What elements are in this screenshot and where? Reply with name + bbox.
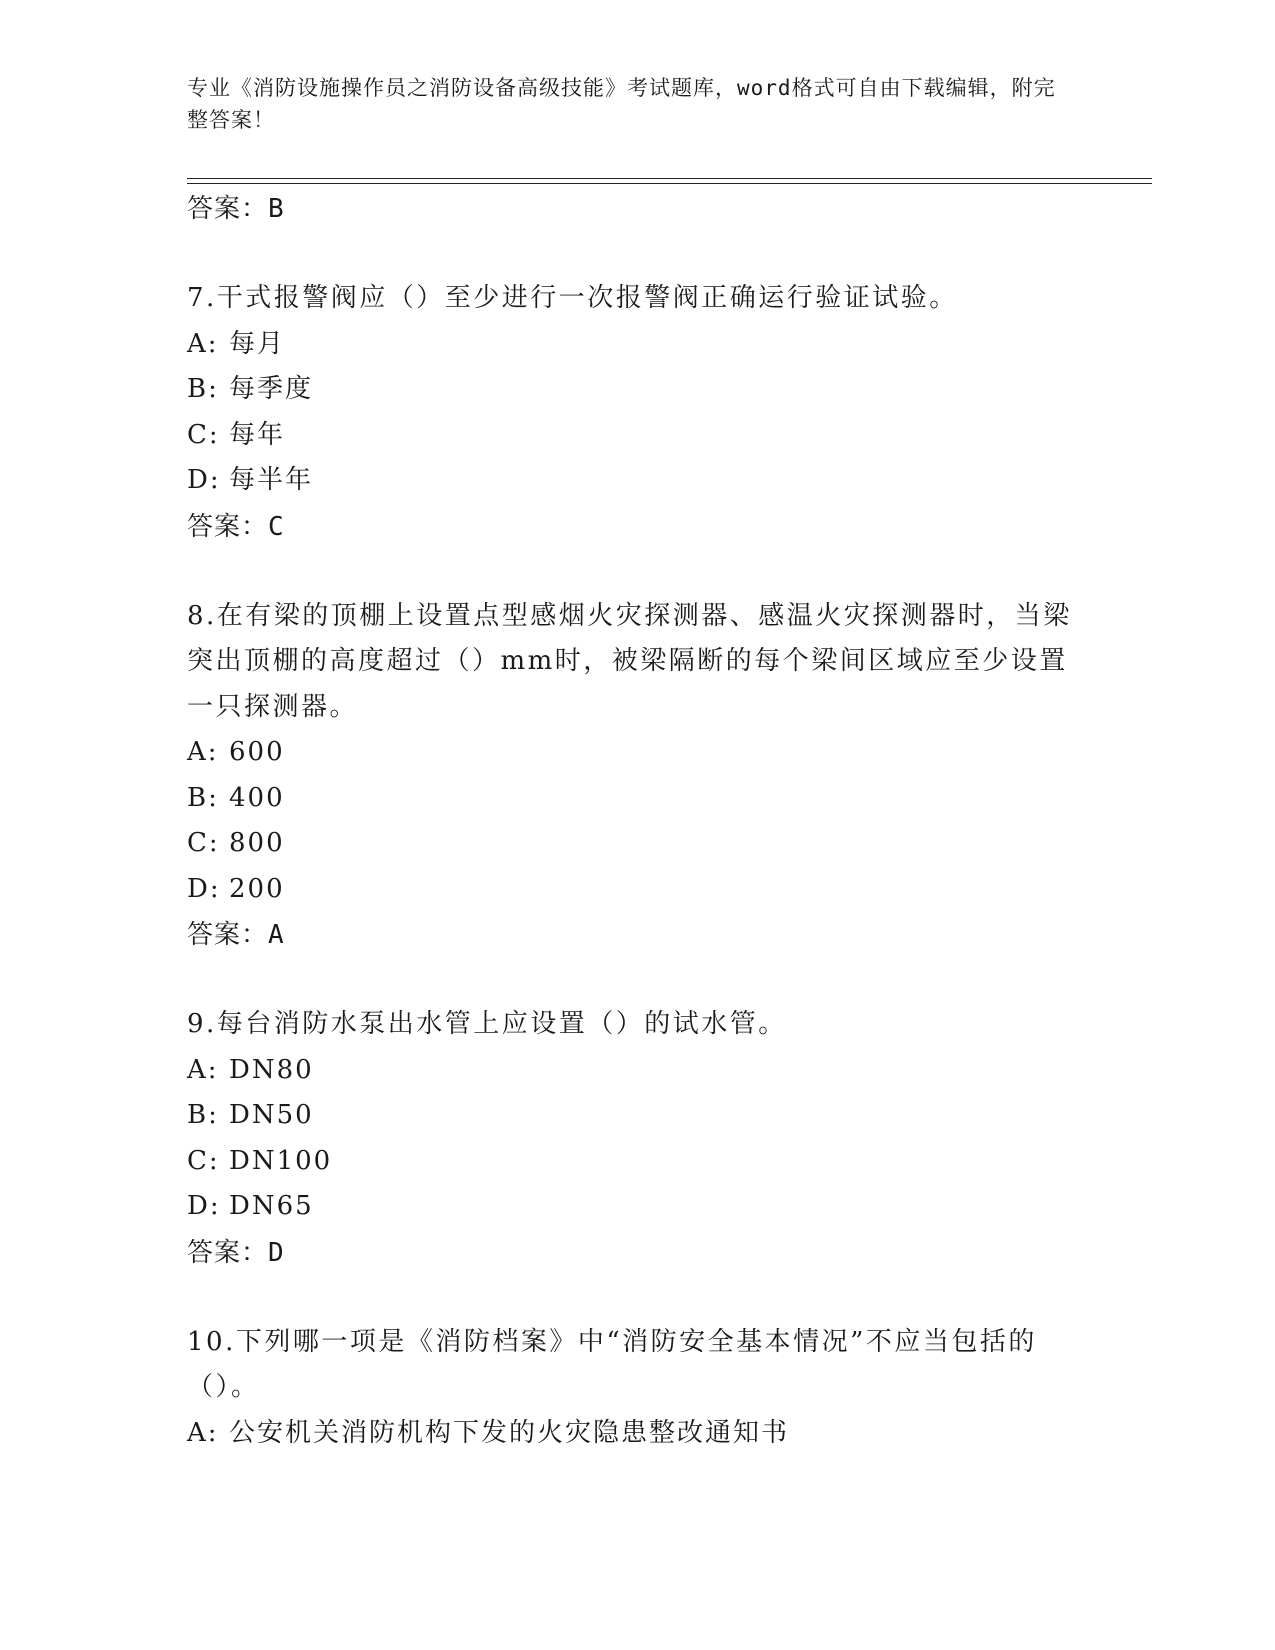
option-item <box>187 776 1087 822</box>
option-letter: D: <box>187 465 221 495</box>
option-letter: C: <box>187 828 220 858</box>
option-text: 每年 <box>229 419 286 450</box>
option-letter: C: <box>187 419 220 450</box>
answer-line: 答案：D <box>187 1237 285 1268</box>
option-item <box>187 413 1087 459</box>
option-item <box>187 1184 1087 1230</box>
question-block <box>187 594 1087 959</box>
option-item <box>187 1139 1087 1185</box>
question-text: 9.每台消防水泵出水管上应设置（）的试水管。 <box>187 1009 787 1039</box>
question-block <box>187 276 1087 550</box>
option-letter: C: <box>187 1145 220 1176</box>
option-letter: A: <box>187 1417 219 1448</box>
question-text: 7.干式报警阀应（）至少进行一次报警阀正确运行验证试验。 <box>187 283 958 313</box>
header-divider-second <box>187 183 1152 184</box>
option-text: DN50 <box>229 1100 314 1130</box>
option-text: 600 <box>229 737 285 767</box>
question-list <box>187 186 1087 1456</box>
option-item <box>187 821 1087 867</box>
option-text: DN100 <box>229 1145 333 1176</box>
option-letter: A: <box>187 1054 219 1085</box>
page-header: 专业《消防设施操作员之消防设备高级技能》考试题库，word格式可自由下载编辑，附完整答案！ <box>187 76 1056 132</box>
answer-line: 答案：C <box>187 511 285 542</box>
option-item <box>187 1093 1087 1139</box>
option-item <box>187 458 1087 504</box>
question-block <box>187 1002 1087 1276</box>
option-letter: D: <box>187 1191 221 1221</box>
answer-line: 答案：B <box>187 194 285 224</box>
question-text: 10.下列哪一项是《消防档案》中“消防安全基本情况”不应当包括的（）。 <box>187 1326 1037 1402</box>
option-letter: D: <box>187 873 221 904</box>
option-letter: A: <box>187 328 219 359</box>
option-item <box>187 867 1087 913</box>
option-item <box>187 1411 1087 1457</box>
option-text: 公安机关消防机构下发的火灾隐患整改通知书 <box>229 1417 790 1448</box>
option-letter: B: <box>187 374 219 404</box>
option-text: 200 <box>229 873 285 904</box>
option-letter: A: <box>187 737 219 767</box>
option-text: 800 <box>229 828 285 858</box>
option-text: DN80 <box>229 1054 314 1085</box>
question-text: 8.在有梁的顶棚上设置点型感烟火灾探测器、感温火灾探测器时，当梁突出顶棚的高度超过（）mm时，被梁隔断的每个梁间区域应至少设置一只探测器。 <box>187 600 1072 722</box>
option-text: 每月 <box>229 328 286 359</box>
header-divider <box>187 178 1152 179</box>
option-text: DN65 <box>229 1191 314 1221</box>
option-text: 400 <box>229 782 285 813</box>
option-letter: B: <box>187 782 219 813</box>
option-item <box>187 367 1087 413</box>
answer-line: 答案：A <box>187 920 285 950</box>
option-text: 每季度 <box>229 374 314 404</box>
option-item <box>187 322 1087 368</box>
option-letter: B: <box>187 1100 219 1130</box>
option-item <box>187 730 1087 776</box>
option-item <box>187 1048 1087 1094</box>
question-block <box>187 1320 1087 1457</box>
option-text: 每半年 <box>229 465 314 495</box>
